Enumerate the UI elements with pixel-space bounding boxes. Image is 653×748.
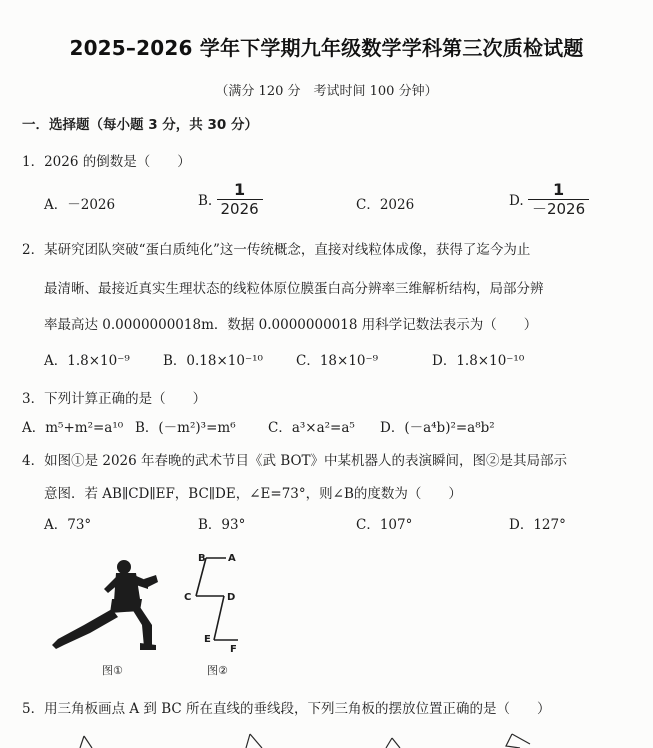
q4-option-c: C．107° <box>356 517 413 533</box>
q4-line-2: 意图．若 AB∥CD∥EF，BC∥DE，∠E=73°，则∠B的度数为（ ） <box>44 486 462 502</box>
q1-option-d-denominator: －2026 <box>528 199 589 218</box>
point-f-label: F <box>230 644 237 655</box>
q2-line-1: 2．某研究团队突破“蛋白质纯化”这一传统概念，直接对线粒体成像，获得了迄今为止 <box>22 242 531 258</box>
q2-option-b: B．0.18×10⁻¹⁰ <box>163 353 263 369</box>
q1-option-a: A．－2026 <box>44 197 116 213</box>
exam-title: 2025–2026 学年下学期九年级数学学科第三次质检试题 <box>69 36 584 60</box>
q1-option-b <box>198 180 263 220</box>
point-e-label: E <box>204 634 211 645</box>
q1-option-d-prefix: D. <box>509 193 524 209</box>
point-d-label: D <box>227 592 236 603</box>
q2-option-d: D．1.8×10⁻¹⁰ <box>432 353 525 369</box>
q2-line-3: 率最高达 0.0000000018m．数据 0.0000000018 用科学记数法表示为（ ） <box>44 317 538 333</box>
q2-line-2: 最清晰、最接近真实生理状态的线粒体原位膜蛋白高分辨率三维解析结构，局部分辨 <box>44 281 544 297</box>
q4-option-d: D．127° <box>509 517 566 533</box>
q1-option-b-prefix: B. <box>198 193 213 209</box>
segment-de <box>214 596 224 640</box>
q1-option-d-numerator: 1 <box>552 180 565 199</box>
q5-stem: 5．用三角板画点 A 到 BC 所在直线的垂线段，下列三角板的摆放位置正确的是（ ） <box>22 701 551 717</box>
point-c-label: C <box>184 592 192 603</box>
q4-line-1: 4．如图①是 2026 年春晚的武术节目《武 BOT》中某机器人的表演瞬间，图②是其局部示 <box>22 453 568 469</box>
q1-option-b-denominator: 2026 <box>217 199 263 218</box>
q1-option-c: C．2026 <box>356 197 415 213</box>
point-a-label: A <box>228 553 236 564</box>
q1-option-d-fraction <box>528 181 589 218</box>
q4-option-b: B．93° <box>198 517 246 533</box>
exam-subtitle: （满分 120 分 考试时间 100 分钟） <box>215 84 438 99</box>
q1-option-d <box>509 180 589 220</box>
q3-option-d: D．(－a⁴b)²=a⁸b² <box>380 420 495 436</box>
q3-option-a: A．m⁵+m²=a¹⁰ <box>22 420 124 436</box>
q3-option-b: B．(－m²)³=m⁶ <box>135 420 236 436</box>
q2-option-c: C．18×10⁻⁹ <box>296 353 379 369</box>
q5-triangle-figures-partial <box>0 732 653 748</box>
section-heading: 一．选择题（每小题 3 分，共 30 分） <box>22 117 258 133</box>
q2-option-a: A．1.8×10⁻⁹ <box>44 353 130 369</box>
q1-stem: 1．2026 的倒数是（ ） <box>22 154 191 170</box>
q1-option-b-fraction <box>217 181 263 218</box>
q3-stem: 3．下列计算正确的是（ ） <box>22 391 207 407</box>
q3-option-c: C．a³×a²=a⁵ <box>268 420 355 436</box>
q1-option-b-numerator: 1 <box>234 180 246 199</box>
figure-2-caption: 图② <box>207 664 228 677</box>
q4-option-a: A．73° <box>44 517 92 533</box>
point-b-label: B <box>198 553 206 564</box>
geometry-diagram <box>176 548 266 660</box>
figure-1-caption: 图① <box>102 664 123 677</box>
robot-silhouette-figure <box>44 555 164 655</box>
